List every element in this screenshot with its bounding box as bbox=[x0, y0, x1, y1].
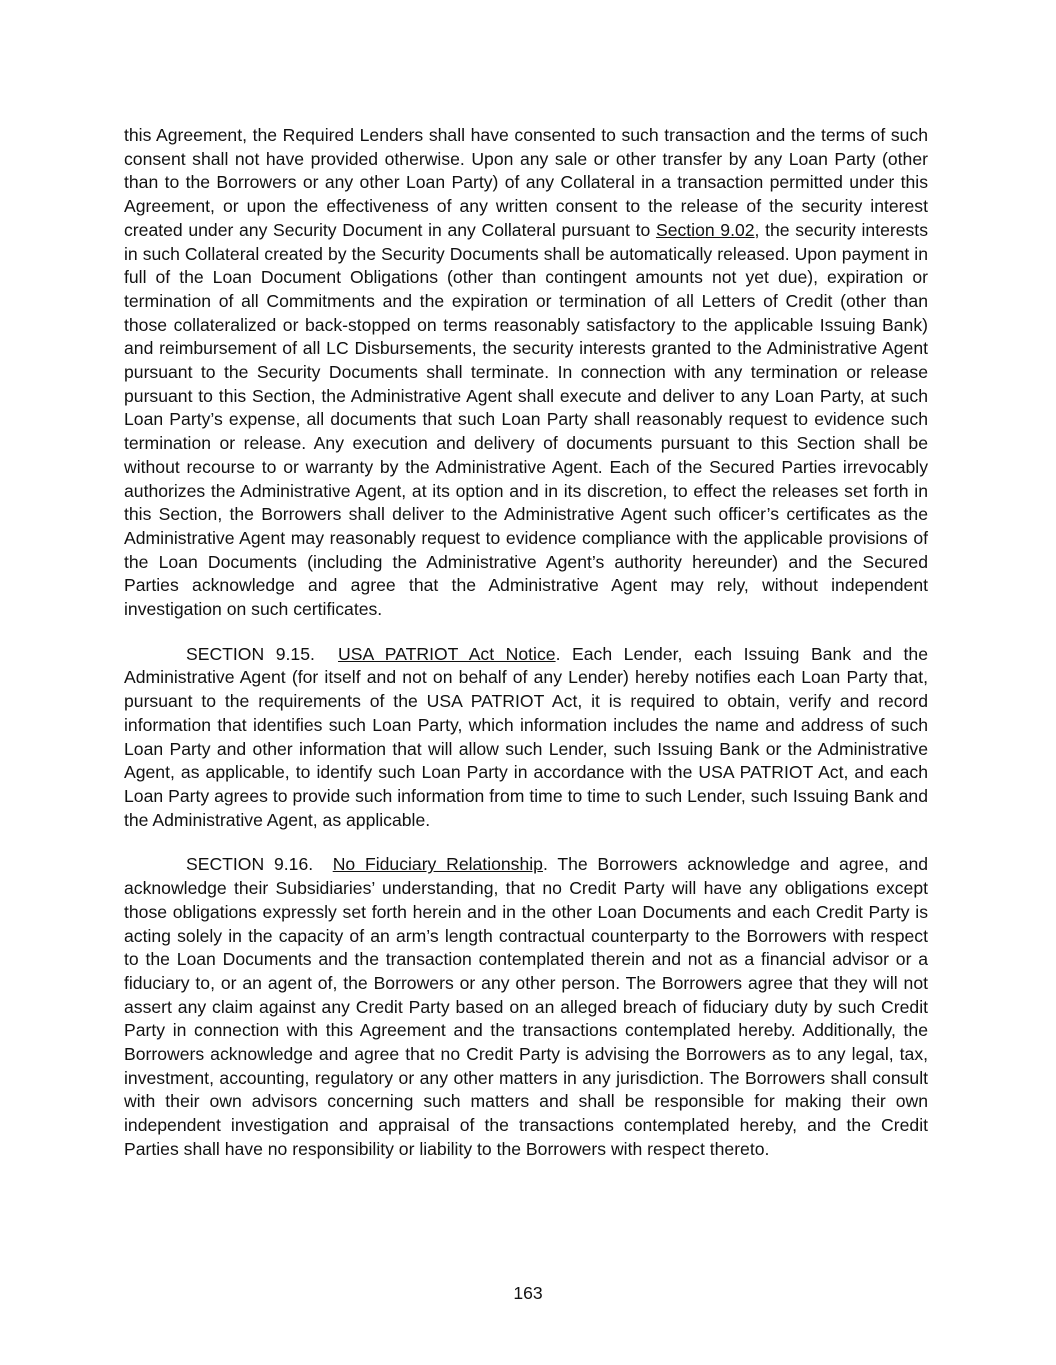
document-page bbox=[124, 124, 928, 1183]
page-number: 163 bbox=[513, 1283, 543, 1303]
section-9-15 bbox=[124, 643, 928, 833]
section-title: USA PATRIOT Act Notice bbox=[338, 643, 556, 664]
section-body: . The Borrowers acknowledge and agree, and acknowledge their Subsidiaries’ understanding, that no Credit Party will have any obligations except those obligations expressly set forth herein and in the other Loan Documents and each Credit Party is acting solely in the capacity of an arm’s length contractual counterparty to the Borrowers with respect to the Loan Documents and the transaction contemplated therein and not as a financial advisor or a fiduciary to, or an agent of, the Borrowers or any other person. The Borrowers agree that they will not assert any claim against any Credit Party based on an alleged breach of fiduciary duty by such Credit Party in connection with this Agreement and the transactions contemplated hereby. Additionally, the Borrowers acknowledge and agree that no Credit Party is advising the Borrowers as to any legal, tax, investment, accounting, regulatory or any other matters in any jurisdiction. The Borrowers shall consult with their own advisors concerning such matters and shall be responsible for making their own independent investigation and appraisal of the transactions contemplated hereby, and the Credit Parties shall have no responsibility or liability to the Borrowers with respect thereto. bbox=[124, 854, 929, 1159]
section-9-02-reference: Section 9.02 bbox=[655, 219, 755, 240]
paragraph-text: this Agreement, the Required Lenders shall have consented to such transaction and the terms of such consent shall not have provided otherwise. Upon any sale or other transfer by any Loan Party (other than to the Borrowers or any other Loan Party) of any Collateral in a transaction permitted under this Agreement, or upon the effectiveness of any written consent to the release of the security interest created under any Security Document in any Collateral pursuant to bbox=[124, 125, 928, 240]
paragraph-release-of-collateral bbox=[124, 124, 928, 622]
section-number: SECTION 9.16. bbox=[186, 854, 314, 875]
paragraph-text: , the security interests in such Collateral created by the Security Documents shall be automatically released. Upon payment in full of the Loan Document Obligations (other than contingent amounts not yet due), expiration or termination of all Commitments and the expiration or termination of all Letters of Credit (other than those collateralized or back-stopped on terms reasonably satisfactory to the applicable Issuing Bank) and reimbursement of all LC Disbursements, the security interests granted to the Administrative Agent pursuant to the Security Documents shall terminate. In connection with any termination or release pursuant to this Section, the Administrative Agent shall execute and deliver to any Loan Party, at such Loan Party’s expense, all documents that such Loan Party shall reasonably request to evidence such termination or release. Any execution and delivery of documents pursuant to this Section shall be without recourse to or warranty by the Administrative Agent. Each of the Secured Parties irrevocably authorizes the Administrative Agent, at its option and in its discretion, to effect the releases set forth in this Section, the Borrowers shall deliver to the Administrative Agent such officer’s certificates as the Administrative Agent may reasonably request to evidence compliance with the applicable provisions of the Loan Documents (including the Administrative Agent’s authority hereunder) and the Secured Parties acknowledge and agree that the Administrative Agent may rely, without independent investigation on such certificates. bbox=[124, 219, 928, 620]
section-9-16 bbox=[124, 853, 928, 1161]
section-number: SECTION 9.15. bbox=[186, 643, 315, 664]
section-title: No Fiduciary Relationship bbox=[332, 854, 543, 875]
section-body: . Each Lender, each Issuing Bank and the Administrative Agent (for itself and not on behalf of any Lender) hereby notifies each Loan Party that, pursuant to the requirements of the USA PATRIOT Act, it is required to obtain, verify and record information that identifies such Loan Party, which information includes the name and address of such Loan Party and other information that will allow such Lender, such Issuing Bank or the Administrative Agent, as applicable, to identify such Loan Party in accordance with the USA PATRIOT Act, and each Loan Party agrees to provide such information from time to time to such Lender, such Issuing Bank and the Administrative Agent, as applicable. bbox=[124, 643, 928, 830]
